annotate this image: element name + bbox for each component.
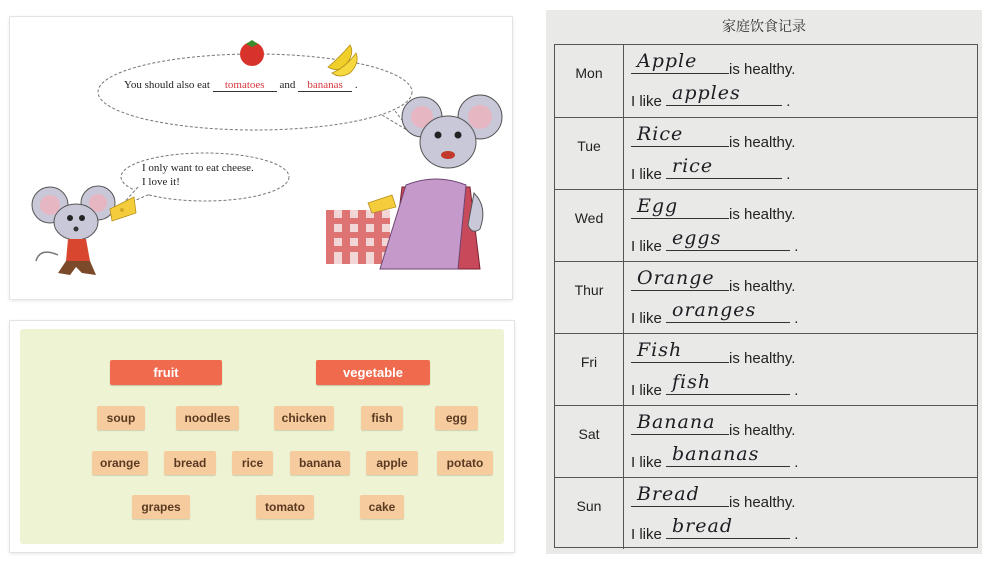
day-row [555, 117, 977, 189]
like-prefix: I like [631, 526, 662, 543]
healthy-suffix: is healthy. [729, 61, 796, 78]
plural-blank [666, 299, 790, 323]
day-row [555, 477, 977, 549]
healthy-suffix: is healthy. [729, 134, 796, 151]
handwritten-food: Fish [637, 339, 683, 361]
healthy-sentence [631, 267, 796, 295]
like-sentence [631, 155, 791, 183]
like-prefix: I like [631, 310, 662, 327]
like-period: . [794, 454, 799, 471]
like-sentence [631, 82, 791, 110]
food-blank [631, 267, 729, 291]
day-row [555, 261, 977, 333]
word-chip-apple: apple [366, 451, 418, 475]
and-text: and [279, 79, 296, 91]
food-blank [631, 483, 729, 507]
handwritten-food: Apple [637, 50, 698, 72]
handwritten-plural: oranges [672, 299, 757, 321]
day-label: Sat [578, 426, 600, 442]
word-sort-board [20, 329, 504, 544]
bubble-small-line2: I love it! [142, 176, 180, 188]
diet-record-table [554, 44, 978, 548]
like-sentence [631, 515, 799, 543]
handwritten-food: Egg [637, 195, 679, 217]
word-chip-egg: egg [435, 406, 478, 430]
word-chip-chicken: chicken [274, 406, 334, 430]
word-chip-fish: fish [361, 406, 403, 430]
bubble-main-prefix: You should also eat [124, 79, 210, 91]
day-label: Tue [577, 138, 601, 154]
like-prefix: I like [631, 454, 662, 471]
like-prefix: I like [631, 93, 662, 110]
diet-record-sheet [546, 10, 982, 554]
like-period: . [794, 382, 799, 399]
handwritten-plural: bread [672, 515, 733, 537]
day-label: Fri [580, 354, 598, 370]
healthy-sentence [631, 339, 796, 367]
healthy-sentence [631, 50, 796, 78]
category-vegetable: vegetable [316, 360, 430, 385]
handwritten-food: Orange [637, 267, 715, 289]
like-prefix: I like [631, 382, 662, 399]
healthy-sentence [631, 123, 796, 151]
healthy-suffix: is healthy. [729, 422, 796, 439]
like-period: . [794, 310, 799, 327]
like-sentence [631, 443, 799, 471]
day-row [555, 45, 977, 117]
column-divider [623, 406, 624, 477]
food-blank [631, 339, 729, 363]
word-chip-cake: cake [360, 495, 404, 519]
plural-blank [666, 371, 790, 395]
healthy-suffix: is healthy. [729, 350, 796, 367]
day-label: Wed [574, 210, 604, 226]
healthy-sentence [631, 195, 796, 223]
day-label: Mon [575, 65, 603, 81]
comic-panel [10, 17, 512, 299]
handwritten-plural: eggs [672, 227, 722, 249]
small-mouse-illustration [32, 186, 136, 275]
like-sentence [631, 371, 799, 399]
plural-blank [666, 515, 790, 539]
sheet-title: 家庭饮食记录 [722, 19, 806, 35]
tomato-icon [240, 40, 264, 66]
handwritten-plural: bananas [672, 443, 760, 465]
food-blank [631, 411, 729, 435]
healthy-suffix: is healthy. [729, 206, 796, 223]
like-period: . [786, 166, 791, 183]
word-chip-tomato: tomato [256, 495, 314, 519]
like-prefix: I like [631, 238, 662, 255]
like-period: . [794, 526, 799, 543]
word-chip-noodles: noodles [176, 406, 239, 430]
like-period: . [794, 238, 799, 255]
healthy-suffix: is healthy. [729, 494, 796, 511]
healthy-sentence [631, 411, 796, 439]
blank-bananas: bananas [298, 79, 352, 92]
handwritten-food: Banana [637, 411, 716, 433]
speech-bubble-small [142, 161, 254, 189]
like-prefix: I like [631, 166, 662, 183]
healthy-sentence [631, 483, 796, 511]
day-label: Sun [576, 498, 602, 514]
day-label: Thur [574, 282, 604, 298]
day-row [555, 333, 977, 405]
plural-blank [666, 82, 782, 106]
column-divider [623, 45, 624, 117]
handwritten-plural: rice [672, 155, 714, 177]
like-period: . [786, 93, 791, 110]
word-chip-bread: bread [164, 451, 216, 475]
day-row [555, 405, 977, 477]
food-blank [631, 195, 729, 219]
day-row [555, 189, 977, 261]
like-sentence [631, 227, 799, 255]
handwritten-food: Bread [637, 483, 700, 505]
category-fruit: fruit [110, 360, 222, 385]
food-blank [631, 50, 729, 74]
word-chip-rice: rice [232, 451, 273, 475]
word-chip-soup: soup [97, 406, 145, 430]
like-sentence [631, 299, 799, 327]
column-divider [623, 478, 624, 549]
food-blank [631, 123, 729, 147]
blank-tomatoes: tomatoes [213, 79, 277, 92]
plural-blank [666, 443, 790, 467]
column-divider [623, 190, 624, 261]
word-sort-panel [10, 321, 514, 552]
word-chip-banana: banana [290, 451, 350, 475]
column-divider [623, 334, 624, 405]
bubble-small-line1: I only want to eat cheese. [142, 162, 254, 174]
bubble-main-period: . [354, 79, 358, 91]
plural-blank [666, 155, 782, 179]
word-chip-potato: potato [437, 451, 493, 475]
healthy-suffix: is healthy. [729, 278, 796, 295]
word-chip-orange: orange [92, 451, 148, 475]
handwritten-plural: fish [672, 371, 712, 393]
column-divider [623, 262, 624, 333]
comic-illustration [10, 17, 512, 299]
plural-blank [666, 227, 790, 251]
speech-bubble-main [124, 79, 358, 92]
handwritten-food: Rice [637, 123, 684, 145]
handwritten-plural: apples [672, 82, 741, 104]
word-chip-grapes: grapes [132, 495, 190, 519]
column-divider [623, 118, 624, 189]
